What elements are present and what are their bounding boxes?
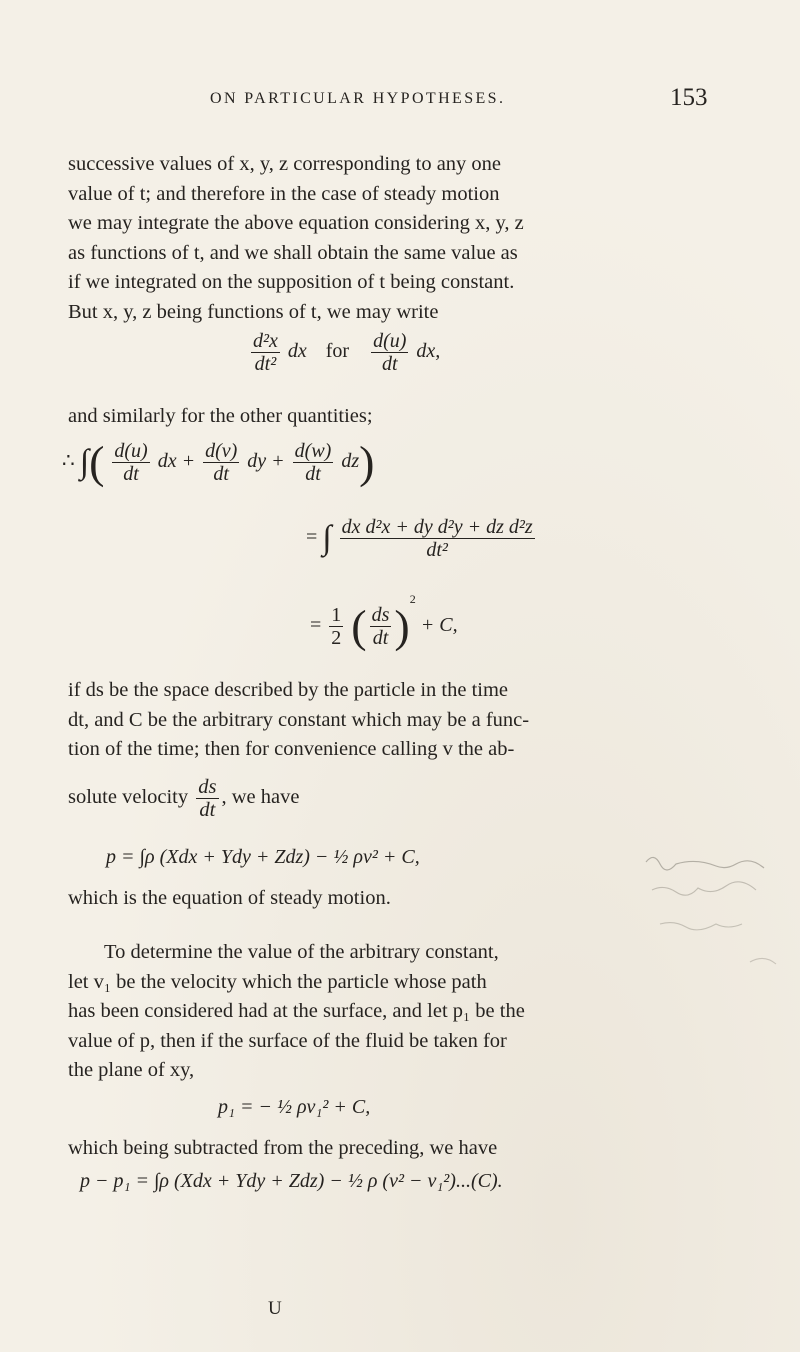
eq3-equals: =	[306, 526, 318, 549]
eq5-text: p = ∫ρ (Xdx + Ydy + Zdz) − ½ ρv² + C,	[106, 846, 420, 868]
eq1-lhs-tail: dx	[287, 340, 307, 363]
equation-1	[248, 330, 440, 375]
text2-line: and similarly for the other quantities;	[68, 405, 373, 427]
right-paren: )	[359, 436, 375, 488]
velocity-line	[68, 776, 299, 821]
eq1-for: for	[325, 340, 350, 363]
para3-line-3: has been considered had at the surface, and let p₁ be the	[68, 1000, 525, 1023]
velocity-text: solute velocity	[68, 786, 189, 809]
para3-line-5: the plane of xy,	[68, 1059, 195, 1082]
para1-line-2: value of t; and therefore in the case of steady motion	[68, 182, 500, 205]
text4-line: which being subtracted from the preceding, we have	[68, 1137, 498, 1159]
eq4-power: 2	[409, 592, 416, 606]
eq1-lhs-denominator: dt²	[251, 352, 280, 375]
eq2-term3-numerator: d(w)	[294, 440, 332, 462]
eq2-term1-denominator: dt	[112, 462, 149, 485]
equation-6	[218, 1096, 370, 1119]
eq1-rhs-tail: dx,	[416, 340, 441, 363]
eq2-term1-numerator: d(u)	[114, 440, 148, 462]
left-paren: (	[89, 436, 105, 488]
para1-line-4: as functions of t, and we shall obtain the same value as	[68, 241, 518, 264]
para1-line-1: successive values of x, y, z corresponding to any one	[68, 153, 502, 175]
eq1-rhs-numerator: d(u)	[373, 330, 407, 352]
para2-line-1: if ds be the space described by the particle in the time	[68, 679, 509, 701]
running-head: ON PARTICULAR HYPOTHESES.	[210, 90, 506, 107]
para1-line-5: if we integrated on the supposition of t being constant.	[68, 271, 515, 294]
velocity-tail: , we have	[221, 786, 300, 809]
eq3-denominator: dt²	[340, 538, 535, 561]
eq4-half-denominator: 2	[331, 626, 342, 649]
eq1-lhs-numerator: d²x	[253, 330, 278, 352]
eq4-denominator: dt	[370, 626, 392, 649]
eq7-text: p − p₁ = ∫ρ (Xdx + Ydy + Zdz) − ½ ρ (v² − v₁²)...(C).	[80, 1170, 503, 1192]
eq1-rhs-denominator: dt	[371, 352, 408, 375]
eq2-term2-numerator: d(v)	[205, 440, 238, 462]
eq4-equals: =	[310, 614, 322, 636]
page-number: 153	[670, 84, 708, 111]
signature-mark: U	[268, 1298, 282, 1319]
velocity-numerator: ds	[198, 776, 217, 798]
equation-3	[306, 516, 538, 561]
integral-sign-2: ∫	[322, 519, 332, 557]
paragraph-2	[68, 676, 684, 765]
para1-line-6: But x, y, z being functions of t, we may write	[68, 300, 439, 323]
para3-line-4: value of p, then if the surface of the fluid be taken for	[68, 1029, 507, 1052]
para2-line-2: dt, and C be the arbitrary constant which may be a func-	[68, 708, 530, 731]
paragraph-1	[68, 150, 684, 328]
eq2-term1-tail: dx +	[157, 450, 196, 473]
para2-line-3: tion of the time; then for convenience calling v the ab-	[68, 738, 515, 761]
eq6-text: p₁ = − ½ ρv₁² + C,	[218, 1096, 371, 1118]
equation-5	[106, 846, 420, 869]
text-4	[68, 1134, 684, 1164]
text3-line: which is the equation of steady motion.	[68, 887, 391, 909]
eq2-term3-denominator: dt	[293, 462, 334, 485]
eq3-numerator: dx d²x + dy d²y + dz d²z	[341, 516, 533, 538]
para3-line-1: To determine the value of the arbitrary constant,	[104, 941, 499, 963]
para1-line-3: we may integrate the above equation considering x, y, z	[68, 212, 524, 235]
equation-4	[310, 592, 458, 652]
therefore-symbol: ∴	[62, 450, 75, 473]
eq4-left-paren: (	[351, 600, 367, 652]
pencil-marginalia	[640, 852, 800, 972]
page-header	[0, 82, 800, 122]
text-3	[68, 884, 684, 914]
eq2-term2-tail: dy +	[247, 450, 285, 473]
eq2-term3-tail: dz	[341, 450, 360, 473]
paragraph-3	[68, 938, 684, 1086]
velocity-denominator: dt	[196, 798, 218, 821]
eq4-numerator: ds	[371, 603, 390, 626]
eq4-right-paren: )	[394, 600, 410, 652]
equation-7	[80, 1170, 503, 1193]
equation-2	[62, 436, 375, 488]
eq4-tail: + C,	[420, 614, 458, 636]
text-2	[68, 402, 684, 432]
eq2-term2-denominator: dt	[203, 462, 239, 485]
para3-line-2: let v₁ be the velocity which the particle whose path	[68, 970, 487, 993]
eq4-half-numerator: 1	[331, 603, 342, 626]
integral-sign: ∫	[79, 443, 90, 481]
